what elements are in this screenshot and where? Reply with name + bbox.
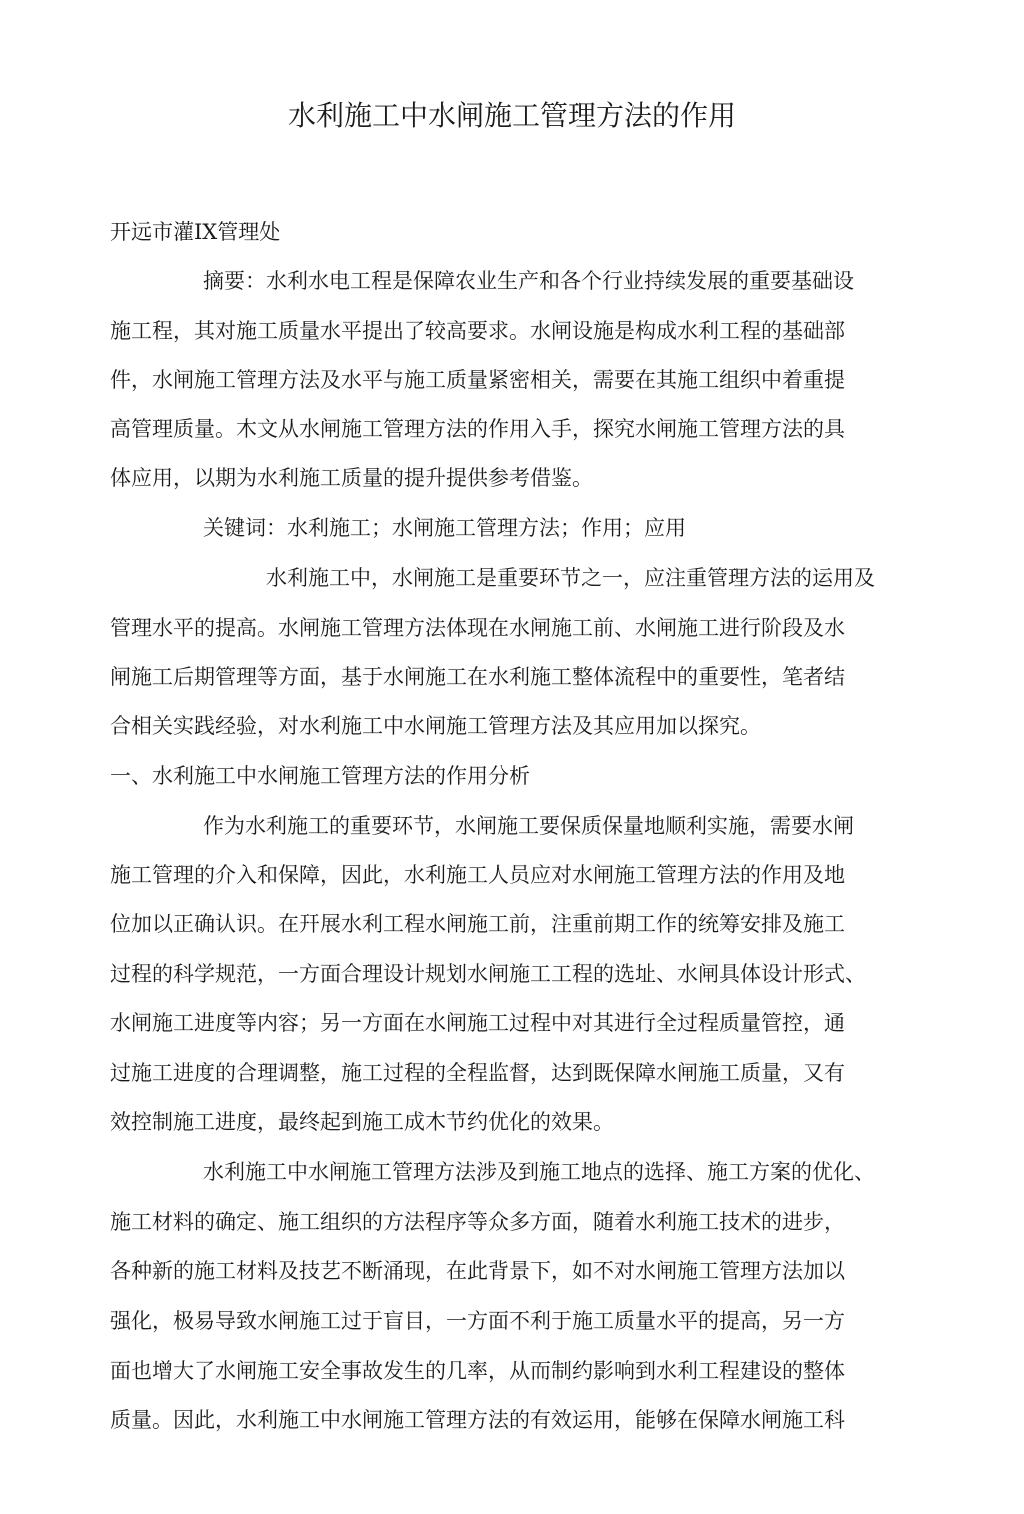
section-heading: 一、水利施工中水闸施工管理方法的作用分析 [110, 764, 530, 788]
text-line: 管理水平的提高。水闸施工管理方法体现在水闸施工前、水闸施工进行阶段及水 [110, 616, 845, 640]
text-line: 强化，极易导致水闸施工过于盲目，一方面不利于施工质量水平的提高，另一方 [110, 1309, 845, 1333]
text-line: 水利施工中水闸施工管理方法涉及到施工地点的选择、施工方案的优化、 [203, 1160, 875, 1184]
text-line: 各种新的施工材料及技艺不断涌现，在此背景下，如不对水闸施工管理方法加以 [110, 1259, 845, 1283]
text-line: 高管理质量。木文从水闸施工管理方法的作用入手，探究水闸施工管理方法的具 [110, 417, 845, 441]
text-line: 效控制施工进度，最终起到施工成木节约优化的效果。 [110, 1110, 614, 1134]
text-line: 施工材料的确定、施工组织的方法程序等众多方面，随着水利施工技术的进步， [110, 1210, 845, 1234]
text-line: 合相关实践经验，对水利施工中水闸施工管理方法及其应用加以探究。 [110, 714, 761, 738]
text-line: 施工程，其对施工质量水平提出了较高要求。水闸设施是构成水利工程的基础部 [110, 319, 845, 343]
text-line: 闸施工后期管理等方面，基于水闸施工在水利施工整体流程中的重要性，笔者结 [110, 665, 845, 689]
text-line: 水利施工中，水闸施工是重要环节之一，应注重管理方法的运用及 [266, 566, 875, 590]
text-line: 体应用，以期为水利施工质量的提升提供参考借鉴。 [110, 466, 593, 490]
text-line: 位加以正确认识。在幵展水利工程水闸施工前，注重前期工作的统筹安排及施工 [110, 912, 845, 936]
text-line: 水闸施工进度等内容；另一方面在水闸施工过程中对其进行全过程质量管控，通 [110, 1011, 845, 1035]
text-line: 面也增大了水闸施工安全事故发生的几率，从而制约影响到水利工程建设的整体 [110, 1359, 845, 1383]
text-line: 质量。因此，水利施工中水闸施工管理方法的有效运用，能够在保障水闸施工科 [110, 1408, 845, 1432]
document-title: 水利施工中水闸施工管理方法的作用 [287, 99, 736, 132]
text-line: 施工管理的介入和保障，因此，水利施工人员应对水闸施工管理方法的作用及地 [110, 863, 845, 887]
author-affiliation: 开远市灌IX管理处 [110, 220, 281, 244]
text-line: 件，水闸施工管理方法及水平与施工质量紧密相关，需要在其施工组织中着重提 [110, 368, 845, 392]
text-line: 作为水利施工的重要环节，水闸施工要保质保量地顺利实施，需要水闸 [203, 814, 854, 838]
text-line: 摘要：水利水电工程是保障农业生产和各个行业持续发展的重要基础设 [203, 269, 854, 293]
text-line: 过施工进度的合理调整，施工过程的全程监督，达到既保障水闸施工质量，又有 [110, 1061, 845, 1085]
text-line: 过程的科学规范，一方面合理设计规划水闸施工工程的选址、水闸具体设计形式、 [110, 962, 866, 986]
keywords-line: 关键词：水利施工；水闸施工管理方法；作用；应用 [203, 516, 686, 540]
